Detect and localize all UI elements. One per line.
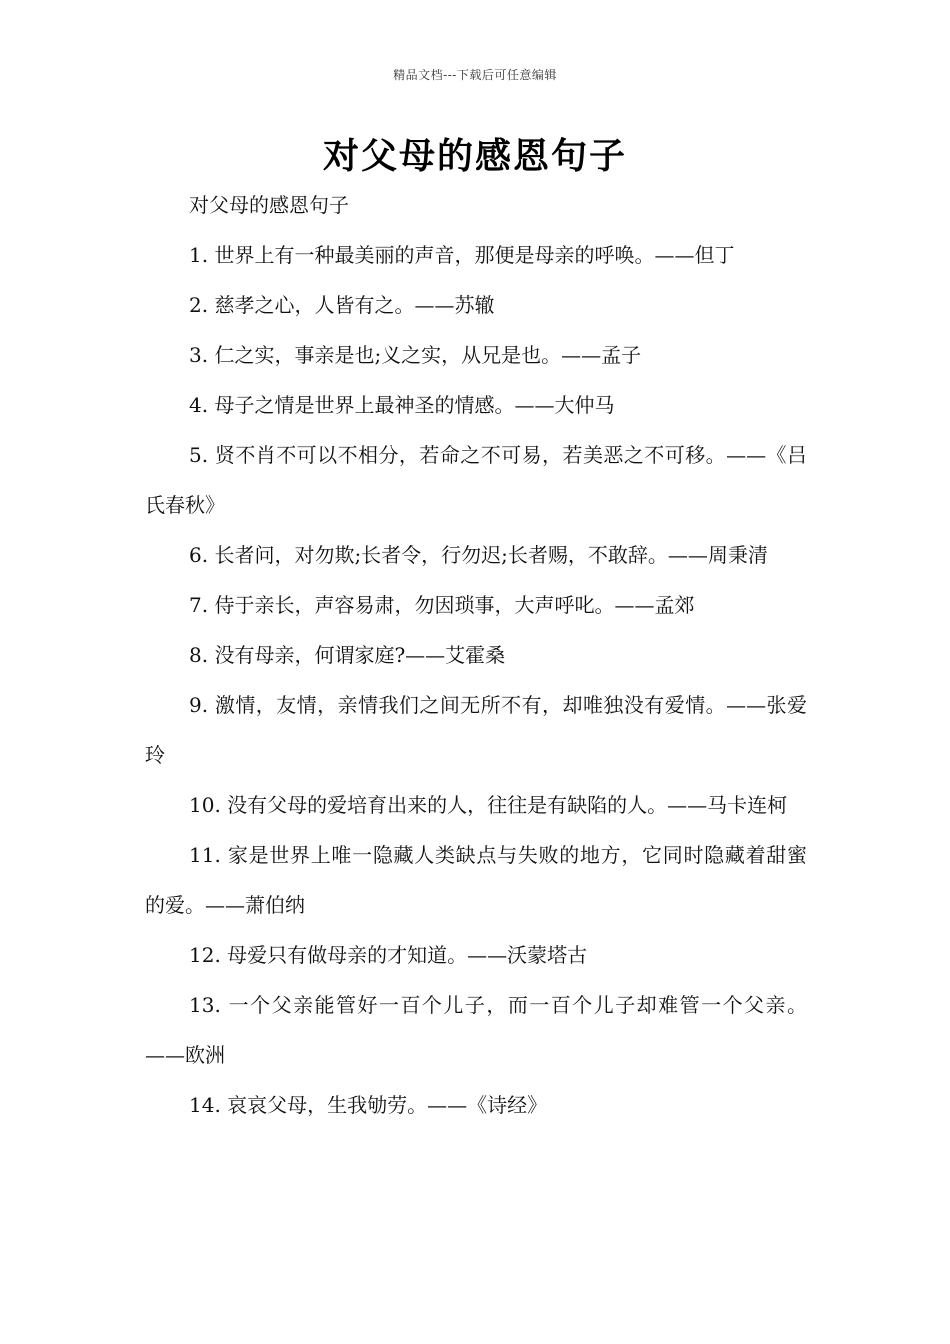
quote-item-3: 3. 仁之实，事亲是也;义之实，从兄是也。——孟子 <box>189 343 642 367</box>
quote-item-13: 13. 一个父亲能管好一百个儿子，而一百个儿子却难管一个父亲。——欧洲 <box>145 993 807 1067</box>
quote-item-1: 1. 世界上有一种最美丽的声音，那便是母亲的呼唤。——但丁 <box>189 243 735 267</box>
page-header: 精品文档---下载后可任意编辑 <box>393 68 557 82</box>
quote-item-8: 8. 没有母亲，何谓家庭?——艾霍桑 <box>189 643 506 667</box>
document-body <box>145 180 807 1130</box>
quote-item-14: 14. 哀哀父母，生我劬劳。——《诗经》 <box>189 1093 548 1117</box>
quote-item-9: 9. 激情，友情，亲情我们之间无所不有，却唯独没有爱情。——张爱玲 <box>145 693 807 767</box>
quote-item-6: 6. 长者问，对勿欺;长者令，行勿迟;长者赐，不敢辞。——周秉清 <box>189 543 768 567</box>
quote-item-11: 11. 家是世界上唯一隐藏人类缺点与失败的地方，它同时隐藏着甜蜜的爱。——萧伯纳 <box>145 843 807 917</box>
quote-item-4: 4. 母子之情是世界上最神圣的情感。——大仲马 <box>189 393 615 417</box>
quote-item-2: 2. 慈孝之心，人皆有之。——苏辙 <box>189 293 495 317</box>
quote-item-5: 5. 贤不肖不可以不相分，若命之不可易，若美恶之不可移。——《吕氏春秋》 <box>145 443 807 517</box>
quote-item-10: 10. 没有父母的爱培育出来的人，往往是有缺陷的人。——马卡连柯 <box>189 793 788 817</box>
intro-line: 对父母的感恩句子 <box>189 193 349 217</box>
document-title: 对父母的感恩句子 <box>322 136 627 177</box>
quote-item-7: 7. 侍于亲长，声容易肃，勿因琐事，大声呼叱。——孟郊 <box>189 593 695 617</box>
quote-item-12: 12. 母爱只有做母亲的才知道。——沃蒙塔古 <box>189 943 588 967</box>
